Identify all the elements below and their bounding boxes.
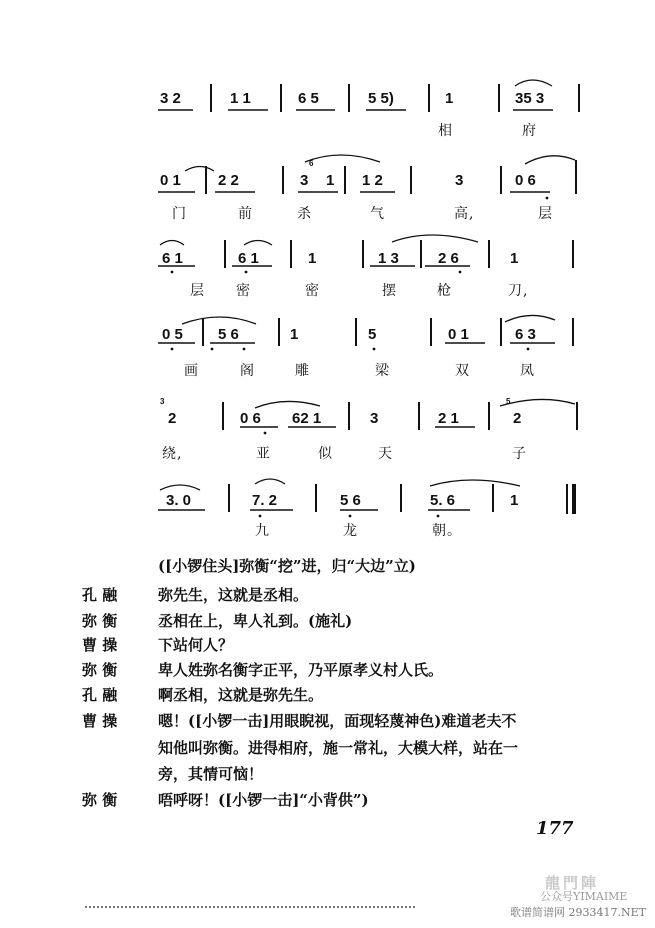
grace-note: 6	[309, 159, 314, 168]
slur	[185, 167, 214, 172]
bar-line	[315, 484, 317, 512]
bar-line	[572, 240, 574, 268]
bar-line	[282, 166, 284, 194]
dialogue-line: 下站何人？	[158, 636, 234, 654]
slur	[505, 315, 555, 322]
bar-line	[355, 318, 357, 346]
bar-line	[210, 84, 212, 112]
note-group: 6 3	[515, 326, 536, 343]
speaker: 曹 操	[82, 636, 118, 654]
lyric: 杀	[297, 206, 312, 222]
lyric: 气	[370, 206, 385, 222]
watermark-logo: 龍門陣	[545, 874, 600, 892]
lyric: 天	[378, 446, 393, 462]
slur	[244, 241, 272, 246]
speaker: 弥 衡	[82, 661, 118, 679]
bar-line	[488, 402, 490, 430]
note-group: 1 1	[230, 90, 251, 107]
note-group: 3	[300, 172, 309, 189]
bar-line	[500, 166, 502, 194]
note-group: 0 1	[160, 172, 181, 189]
speaker: 弥 衡	[82, 612, 118, 630]
bar-line	[428, 84, 430, 112]
slur	[160, 485, 200, 490]
lyric: 密	[305, 283, 320, 299]
bar-line	[202, 318, 204, 346]
note-group: 3. 0	[166, 492, 192, 509]
note-group: 3	[455, 172, 464, 189]
note-group: 3 2	[160, 90, 181, 107]
note-group: 5 5)	[368, 90, 394, 107]
final-bar-line-thick	[572, 484, 576, 514]
page-number: 177	[536, 818, 574, 839]
bar-line	[224, 240, 226, 268]
scan-artifact	[85, 906, 415, 911]
note-group: 5 6	[340, 492, 361, 509]
slur	[525, 156, 575, 164]
bar-line	[400, 484, 402, 512]
slur	[255, 401, 320, 408]
grace-note: 5	[506, 397, 511, 406]
speaker: 弥 衡	[82, 791, 118, 809]
note-group: 35 3	[515, 90, 545, 107]
lyric: 梁	[375, 363, 390, 379]
slur	[160, 241, 184, 246]
note-group: 1	[326, 172, 335, 189]
note-group: 5 6	[218, 326, 239, 343]
lyric: 子	[512, 446, 527, 462]
slur	[255, 479, 285, 484]
lyric: 九	[255, 523, 270, 539]
note-group: 7. 2	[252, 492, 278, 509]
note-group: 1	[510, 492, 519, 509]
bar-line	[278, 318, 280, 346]
note-group: 0 6	[515, 172, 536, 189]
bar-line	[575, 160, 577, 194]
dialogue-line: 卑人姓弥名衡字正平，乃平原孝义村人氏。	[158, 661, 444, 679]
dialogue-line: 弥先生，这就是丞相。	[158, 586, 309, 604]
stage-direction: ([小锣住头]弥衡“挖”进，归“大边”立)	[158, 557, 416, 575]
lyric: 相	[438, 123, 453, 139]
lyric: 阁	[240, 363, 255, 379]
dialogue-line: 啊丞相，这就是弥先生。	[158, 686, 324, 704]
note-group: 2 1	[438, 410, 459, 427]
lyric: 雕	[295, 363, 310, 379]
note-group: 2	[513, 410, 522, 427]
note-group: 5. 6	[430, 492, 456, 509]
note-group: 0 6	[240, 410, 261, 427]
bar-line	[228, 484, 230, 512]
lyric: 层	[538, 206, 553, 222]
bar-line	[492, 484, 494, 512]
note-group: 2 6	[438, 250, 459, 267]
lyric: 门	[172, 206, 187, 222]
bar-line	[488, 240, 490, 268]
slur	[515, 80, 552, 86]
note-group: 5	[368, 326, 377, 343]
lyric: 密	[236, 283, 251, 299]
lyric: 双	[455, 363, 470, 379]
note-group: 2 2	[218, 172, 239, 189]
bar-line	[430, 318, 432, 346]
bar-line	[578, 84, 580, 112]
dialogue-line: 丞相在上，卑人礼到。(施礼)	[158, 612, 353, 630]
watermark-line1: 公众号YIMAIME	[540, 890, 628, 903]
slur	[182, 317, 256, 324]
slur	[430, 480, 520, 486]
bar-line	[348, 402, 350, 430]
slur	[305, 155, 380, 162]
note-group: 0 1	[448, 326, 469, 343]
bar-line	[498, 84, 500, 112]
lyric: 亚	[256, 446, 271, 462]
watermark-line2: 歌谱简谱网 2933417.NET	[510, 906, 646, 919]
note-group: 1	[445, 90, 454, 107]
note-group: 62 1	[292, 410, 322, 427]
lyric: 高,	[454, 206, 475, 222]
slur	[500, 399, 575, 406]
note-group: 1 3	[378, 250, 399, 267]
dialogue-line: 旁，其情可恼！	[158, 765, 264, 783]
lyric: 朝。	[432, 523, 462, 539]
lyric: 刀,	[508, 283, 529, 299]
note-group: 1	[510, 250, 519, 267]
dialogue-line: 唔呼呀！([小锣一击]“小背供”)	[158, 791, 369, 809]
bar-line	[280, 84, 282, 112]
speaker: 孔 融	[82, 686, 118, 704]
bar-line	[418, 402, 420, 430]
lyric: 龙	[343, 523, 358, 539]
speaker: 曹 操	[82, 712, 118, 730]
lyric: 层	[190, 283, 205, 299]
final-bar-line	[566, 484, 568, 514]
speaker: 孔 融	[82, 586, 118, 604]
lyric: 枪	[437, 283, 452, 299]
lyric: 府	[522, 123, 537, 139]
lyric: 摆	[382, 283, 397, 299]
bar-line	[576, 402, 578, 430]
slur	[392, 235, 478, 242]
lyric: 前	[238, 206, 253, 222]
lyric: 画	[184, 363, 199, 379]
note-group: 6 1	[162, 250, 183, 267]
note-group: 2	[168, 410, 177, 427]
bar-line	[222, 402, 224, 430]
note-group: 1	[290, 326, 299, 343]
bar-line	[362, 240, 364, 268]
note-group: 1	[308, 250, 317, 267]
bar-line	[205, 166, 207, 194]
note-group: 0 5	[162, 326, 183, 343]
bar-line	[410, 166, 412, 194]
bar-line	[344, 166, 346, 194]
bar-line	[290, 240, 292, 268]
lyric: 似	[318, 446, 333, 462]
dialogue-line: 嗯！([小锣一击]用眼睨视，面现轻蔑神色)难道老夫不	[158, 712, 517, 730]
grace-note: 3	[160, 397, 165, 406]
bar-line	[420, 240, 422, 268]
bar-line	[348, 84, 350, 112]
lyric: 绕,	[162, 446, 183, 462]
note-group: 1 2	[362, 172, 383, 189]
note-group: 6 5	[298, 90, 319, 107]
note-group: 6 1	[238, 250, 259, 267]
bar-line	[500, 318, 502, 346]
dialogue-line: 知他叫弥衡。进得相府，施一常礼，大模大样，站在一	[158, 739, 519, 757]
bar-line	[572, 318, 574, 346]
note-group: 3	[370, 410, 379, 427]
lyric: 凤	[520, 363, 535, 379]
